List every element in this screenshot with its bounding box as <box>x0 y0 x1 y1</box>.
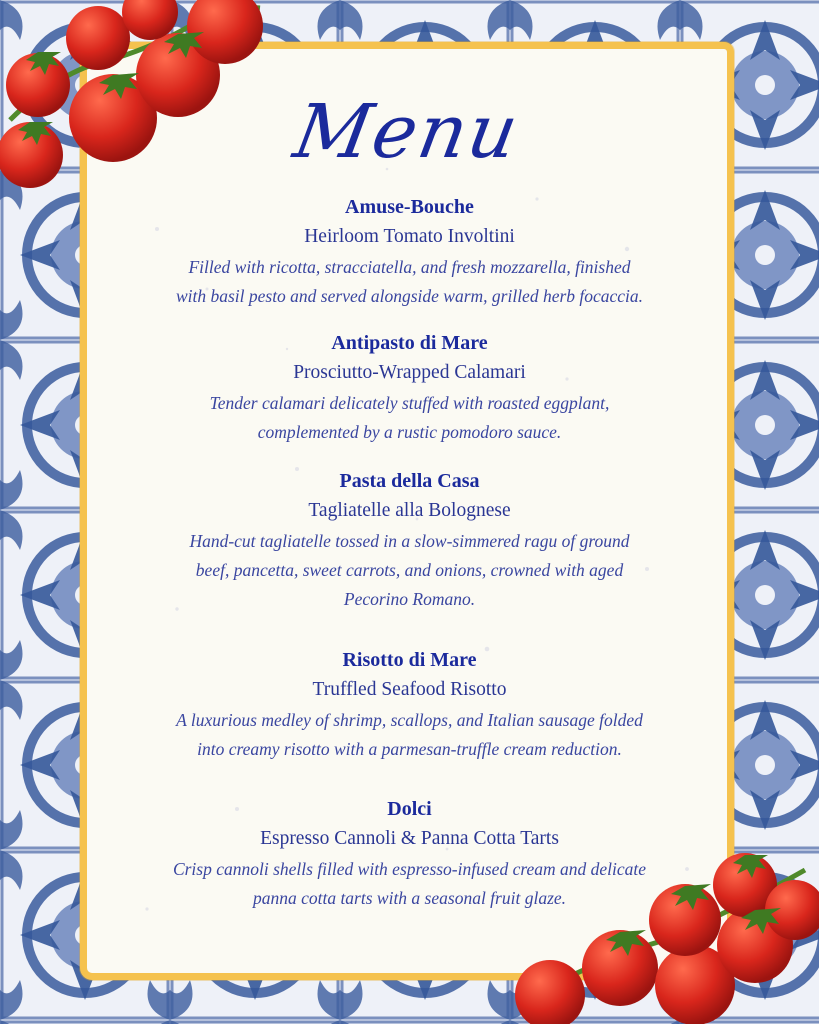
course-antipasto <box>0 329 819 447</box>
description-line: Pecorino Romano. <box>343 589 476 609</box>
dish-description <box>0 389 819 447</box>
dish-description <box>0 527 819 614</box>
dish-name: Truffled Seafood Risotto <box>312 679 507 700</box>
course-title: Pasta della Casa <box>339 470 480 492</box>
course-risotto <box>0 646 819 764</box>
course-title: Risotto di Mare <box>342 649 477 671</box>
course-title: Amuse-Bouche <box>345 196 474 218</box>
tomato-vine-icon <box>0 0 275 200</box>
description-line: into creamy risotto with a parmesan-truffle cream reduction. <box>197 739 622 759</box>
course-pasta <box>0 467 819 614</box>
menu-title: Menu <box>287 89 527 175</box>
description-line: with basil pesto and served alongside warm, grilled herb focaccia. <box>175 286 644 306</box>
description-line: Crisp cannoli shells filled with espresso-infused cream and delicate <box>172 859 647 879</box>
description-line: Hand-cut tagliatelle tossed in a slow-simmered ragu of ground <box>189 531 630 551</box>
dish-name: Prosciutto-Wrapped Calamari <box>293 362 526 383</box>
description-line: panna cotta tarts with a seasonal fruit glaze. <box>252 888 567 908</box>
dish-description <box>0 253 819 311</box>
course-amuse-bouche <box>0 193 819 311</box>
dish-description <box>0 706 819 764</box>
course-title: Dolci <box>387 798 432 820</box>
description-line: complemented by a rustic pomodoro sauce. <box>257 422 562 442</box>
description-line: beef, pancetta, sweet carrots, and onions, crowned with aged <box>195 560 624 580</box>
description-line: Filled with ricotta, stracciatella, and fresh mozzarella, finished <box>188 257 631 277</box>
course-title: Antipasto di Mare <box>331 332 488 354</box>
dish-name: Heirloom Tomato Involtini <box>304 226 515 247</box>
tomato-vine-icon <box>505 850 819 1024</box>
description-line: A luxurious medley of shrimp, scallops, and Italian sausage folded <box>176 710 643 730</box>
description-line: Tender calamari delicately stuffed with roasted eggplant, <box>209 393 610 413</box>
dish-name: Tagliatelle alla Bolognese <box>308 500 511 521</box>
dish-name: Espresso Cannoli & Panna Cotta Tarts <box>260 828 559 849</box>
